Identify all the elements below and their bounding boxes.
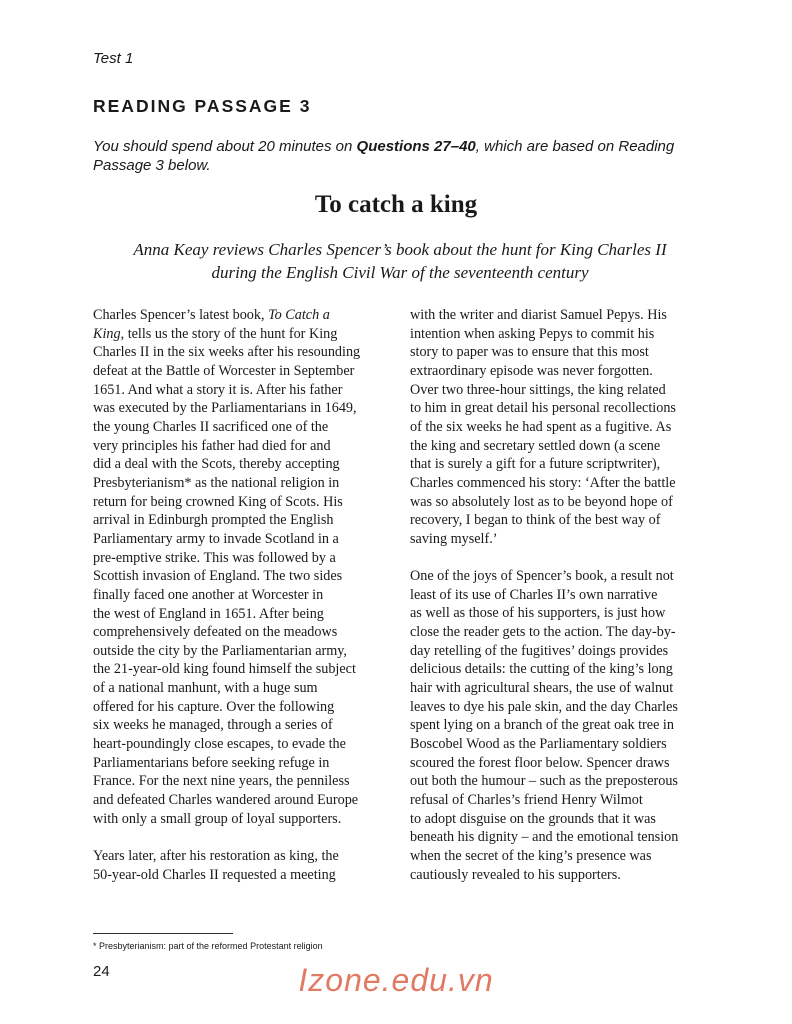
- paragraph-line: with only a small group of loyal supporters.: [93, 810, 342, 827]
- footnote-rule: [93, 933, 233, 934]
- paragraph-line: that is surely a gift for a future scriptwriter),: [410, 456, 661, 473]
- paragraph-line: pre-emptive strike. This was followed by a: [93, 549, 336, 566]
- running-head: Test 1: [93, 50, 134, 67]
- paragraph-line: scoured the forest floor below. Spencer draws: [410, 754, 670, 771]
- page-number: 24: [93, 963, 110, 980]
- instructions-suffix: , which are based on Reading Passage 3 below.: [93, 138, 675, 174]
- paragraph-line: defeat at the Battle of Worcester in September: [93, 362, 355, 379]
- paragraph-line: the 21-year-old king found himself the subject: [93, 661, 356, 678]
- paragraph-line: intention when asking Pepys to commit his: [410, 325, 655, 342]
- footnote: * Presbyterianism: part of the reformed Protestant religion: [93, 941, 323, 951]
- passage-subtitle: [100, 238, 700, 284]
- paragraph-line: with the writer and diarist Samuel Pepys. His: [410, 307, 667, 323]
- text-span: Charles Spencer’s latest book,: [93, 307, 269, 323]
- paragraph-line: saving myself.’: [410, 530, 498, 547]
- instructions: [93, 137, 723, 175]
- paragraph-line: recovery, I began to think of the best way of: [410, 512, 661, 529]
- paragraph-line: arrival in Edinburgh prompted the English: [93, 512, 334, 529]
- paragraph-line: return for being crowned King of Scots. His: [93, 493, 343, 510]
- passage-title: To catch a king: [314, 191, 478, 218]
- paragraph-line: spent lying on a branch of the great oak tree in: [410, 717, 674, 734]
- paragraph-line: refusal of Charles’s friend Henry Wilmot: [410, 792, 643, 809]
- passage-column-right: [410, 306, 715, 903]
- instructions-prefix: You should spend about 20 minutes on: [93, 138, 357, 155]
- paragraph: [93, 306, 398, 828]
- paragraph-line: cautiously revealed to his supporters.: [410, 866, 621, 883]
- paragraph-line: least of its use of Charles II’s own narrative: [410, 586, 658, 603]
- paragraph-line: Presbyterianism* as the national religion in: [93, 474, 340, 491]
- paragraph-line: Boscobel Wood as the Parliamentary soldiers: [410, 736, 667, 753]
- paragraph-line: story to paper was to ensure that this most: [410, 344, 649, 361]
- paragraph-line: day retelling of the fugitives’ doings provides: [410, 642, 669, 659]
- passage-column-left: [93, 306, 398, 903]
- paragraph-line: Years later, after his restoration as king, the: [93, 848, 339, 865]
- paragraph-line: Parliamentarians before seeking refuge in: [93, 754, 330, 771]
- paragraph: [93, 847, 398, 884]
- instructions-questions: Questions 27–40: [356, 138, 476, 155]
- paragraph-line: very principles his father had died for and: [93, 437, 331, 454]
- paragraph-line: when the secret of the king’s presence was: [410, 848, 652, 865]
- paragraph-line: One of the joys of Spencer’s book, a result not: [410, 568, 674, 585]
- paragraph-line: Charles commenced his story: ‘After the battle: [410, 474, 676, 491]
- paragraph-line: hair with agricultural shears, the use of walnut: [410, 680, 674, 697]
- paragraph-line: of a national manhunt, with a huge sum: [93, 680, 318, 697]
- paragraph-line: offered for his capture. Over the following: [93, 698, 335, 715]
- section-title: READING PASSAGE 3: [93, 96, 312, 116]
- subtitle-line: during the English Civil War of the seventeenth century: [211, 263, 589, 282]
- subtitle-line: Anna Keay reviews Charles Spencer’s book about the hunt for King Charles II: [133, 240, 667, 259]
- paragraph: [410, 306, 715, 549]
- paragraph-line: leaves to dye his pale skin, and the day Charles: [410, 698, 678, 715]
- paragraph-line: the west of England in 1651. After being: [93, 605, 324, 622]
- paragraph-line: Charles II in the six weeks after his resounding: [93, 344, 361, 361]
- paragraph-line: France. For the next nine years, the penniless: [93, 773, 350, 790]
- paragraph: [410, 567, 715, 884]
- paragraph-line: extraordinary episode was never forgotten.: [410, 362, 653, 379]
- paragraph-line: finally faced one another at Worcester in: [93, 586, 324, 603]
- paragraph-line: Parliamentary army to invade Scotland in a: [93, 530, 339, 547]
- book-title: To Catch a: [268, 307, 330, 323]
- paragraph-line: close the reader gets to the action. The day-by-: [410, 624, 676, 641]
- paragraph-line: to adopt disguise on the grounds that it was: [410, 810, 656, 827]
- text-span: , tells us the story of the hunt for King: [120, 325, 338, 342]
- paragraph-line: [93, 325, 398, 344]
- paragraph-line: 1651. And what a story it is. After his father: [93, 381, 343, 398]
- paragraph-line: was executed by the Parliamentarians in 1649,: [93, 400, 357, 417]
- paragraph-line: [93, 306, 398, 325]
- paragraph-line: of the six weeks he had spent as a fugitive. As: [410, 418, 672, 435]
- paragraph-line: Over two three-hour sittings, the king related: [410, 381, 666, 398]
- paragraph-line: comprehensively defeated on the meadows: [93, 624, 338, 641]
- paragraph-line: the young Charles II sacrificed one of the: [93, 418, 329, 435]
- paragraph-line: was so absolutely lost as to be beyond hope of: [410, 493, 673, 510]
- paragraph-line: the king and secretary settled down (a scene: [410, 437, 661, 454]
- paragraph-line: Scottish invasion of England. The two sides: [93, 568, 343, 585]
- paragraph-line: 50-year-old Charles II requested a meeting: [93, 866, 336, 883]
- paragraph-line: as well as those of his supporters, is just how: [410, 605, 666, 622]
- paragraph-line: to him in great detail his personal recollections: [410, 400, 676, 417]
- watermark: Izone.edu.vn: [298, 962, 494, 998]
- paragraph-line: heart-poundingly close escapes, to evade the: [93, 736, 346, 753]
- paragraph-line: delicious details: the cutting of the king’s long: [410, 661, 673, 678]
- paragraph-line: out both the humour – such as the preposterous: [410, 773, 678, 790]
- paragraph-line: did a deal with the Scots, thereby accepting: [93, 456, 340, 473]
- paragraph-line: six weeks he managed, through a series of: [93, 717, 333, 734]
- paragraph-line: beneath his dignity – and the emotional tension: [410, 829, 679, 846]
- paragraph-line: and defeated Charles wandered around Europe: [93, 792, 359, 809]
- paragraph-line: outside the city by the Parliamentarian army,: [93, 642, 347, 659]
- book-title: King: [93, 325, 121, 342]
- paragraph-lines: [93, 343, 398, 828]
